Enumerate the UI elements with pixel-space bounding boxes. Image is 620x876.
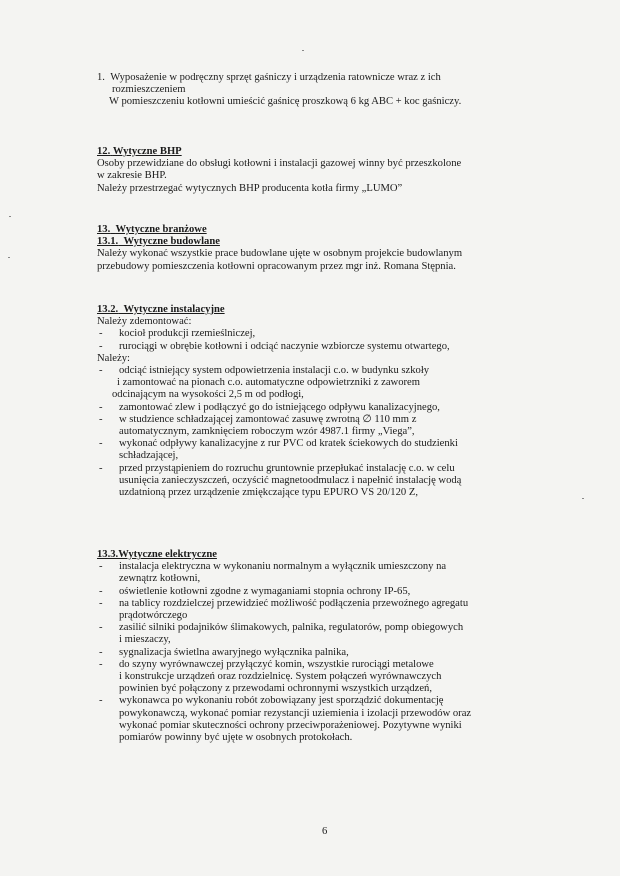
item-1-number: 1. bbox=[97, 72, 105, 83]
list-item: - kocioł produkcji rzemieślniczej, bbox=[97, 328, 547, 340]
item-1-block bbox=[97, 72, 547, 109]
section-13-1-text: przebudowy pomieszczenia kotłowni opracowanym przez mgr inż. Romana Stępnia. bbox=[97, 260, 456, 272]
item-1-note: W pomieszczeniu kotłowni umieścić gaśnicę proszkową 6 kg ABC + koc gaśniczy. bbox=[109, 96, 462, 108]
list-item: - rurociągi w obrębie kotłowni i odciąć naczynie wzbiorcze systemu otwartego, bbox=[97, 341, 547, 353]
list-item: - zasilić silniki podajników ślimakowych, palnika, regulatorów, pomp obiegowych i mieszaczy, bbox=[97, 622, 547, 646]
section-13-heading: 13. Wytyczne branżowe bbox=[97, 224, 207, 235]
item-1-text-cont: rozmieszczeniem bbox=[112, 84, 186, 96]
list-item: - przed przystąpieniem do rozruchu gruntownie przepłukać instalację c.o. w celu usunięcia zanieczyszczeń, oczyścić magnetoodmulacz i napełnić instalację wodą uzdatnioną przez urządzenie zmiękczające typu EPURO VS 20/120 Z, bbox=[97, 463, 547, 500]
scan-speck bbox=[582, 498, 584, 499]
section-12-heading: 12. Wytyczne BHP bbox=[97, 146, 182, 157]
list-item: - oświetlenie kotłowni zgodne z wymaganiami stopnia ochrony IP-65, bbox=[97, 586, 547, 598]
section-13-1-text: Należy wykonać wszystkie prace budowlane ujęte w osobnym projekcie budowlanym bbox=[97, 248, 463, 260]
task-list bbox=[97, 365, 547, 499]
section-13-2-intro: Należy zdemontować: bbox=[97, 316, 192, 328]
section-13-2-heading: 13.2. Wytyczne instalacyjne bbox=[97, 304, 225, 315]
section-12-text: w zakresie BHP. bbox=[97, 170, 167, 182]
list-item: - wykonawca po wykonaniu robót zobowiązany jest sporządzić dokumentację powykonawczą, wykonać pomiar rezystancji uziemienia i izolacji przewodów oraz wykonać pomiar skuteczności ochrony przeciwporażeniowej. Pozytywne wyniki pomiarów powinny być ujęte w osobnych protokołach. bbox=[97, 695, 547, 744]
section-13 bbox=[97, 224, 547, 273]
removal-list bbox=[97, 328, 547, 352]
section-13-1-heading: 13.1. Wytyczne budowlane bbox=[97, 236, 220, 248]
list-item: - do szyny wyrównawczej przyłączyć komin, wszystkie rurociągi metalowe i konstrukcje urządzeń oraz rozdzielnicę. System połączeń wyrównawczych powinien być połączony z przewodami ochronnymi wszystkich urządzeń, bbox=[97, 659, 547, 696]
list-item: - na tablicy rozdzielczej przewidzieć możliwość podłączenia przewoźnego agregatu prądotwórczego bbox=[97, 598, 547, 622]
scan-speck bbox=[8, 257, 10, 258]
item-1-text: Wyposażenie w podręczny sprzęt gaśniczy i urządzenia ratownicze wraz z ich bbox=[110, 72, 441, 83]
list-item: - sygnalizacja świetlna awaryjnego wyłącznika palnika, bbox=[97, 647, 547, 659]
section-13-2-intro: Należy: bbox=[97, 352, 130, 364]
list-item: - instalacja elektryczna w wykonaniu normalnym a wyłącznik umieszczony na zewnątrz kotłowni, bbox=[97, 561, 547, 585]
section-12-text: Należy przestrzegać wytycznych BHP producenta kotła firmy „LUMO” bbox=[97, 182, 403, 194]
page-number: 6 bbox=[322, 826, 328, 837]
list-item: - wykonać odpływy kanalizacyjne z rur PVC od kratek ściekowych do studzienki schładzającej, bbox=[97, 438, 547, 462]
section-12-text: Osoby przewidziane do obsługi kotłowni i instalacji gazowej winny być przeszkolone bbox=[97, 158, 462, 170]
section-13-3 bbox=[97, 549, 547, 744]
scan-speck bbox=[302, 50, 304, 51]
list-item: - odciąć istniejący system odpowietrzenia instalacji c.o. w budynku szkoły i zamontować na pionach c.o. automatyczne odpowietrzniki z zaworem odcinającym na wysokości 2,5 m od podłogi, bbox=[97, 365, 547, 402]
item-1-line bbox=[97, 72, 547, 84]
scan-speck bbox=[9, 216, 11, 217]
section-13-2 bbox=[97, 304, 547, 499]
section-13-3-heading: 13.3.Wytyczne elektryczne bbox=[97, 549, 217, 560]
electrical-list bbox=[97, 561, 547, 744]
section-12 bbox=[97, 146, 547, 195]
list-item: - w studzience schładzającej zamontować zasuwę zwrotną ∅ 110 mm z automatycznym, zamknięciem roboczym wzór 4987.1 firmy „Viega”, bbox=[97, 414, 547, 438]
list-item: - zamontować zlew i podłączyć go do istniejącego odpływu kanalizacyjnego, bbox=[97, 402, 547, 414]
